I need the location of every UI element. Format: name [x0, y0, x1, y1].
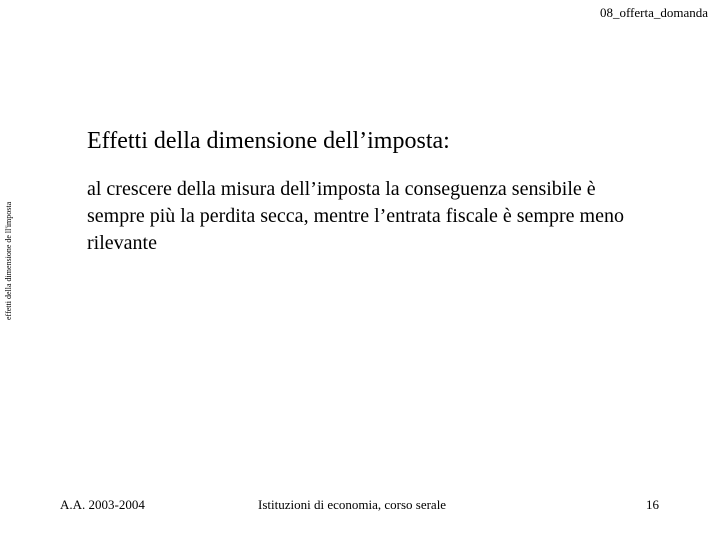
vertical-section-label: effetti della dimensione de ll'imposta — [4, 201, 13, 320]
slide-title: Effetti della dimensione dell’imposta: — [87, 128, 450, 154]
footer-course-name: Istituzioni di economia, corso serale — [258, 497, 447, 512]
header-filename: 08_offerta_domanda — [599, 5, 708, 20]
slide-body-text: al crescere della misura dell’imposta la conseguenza sensibile è sempre più la perdita secca, mentre l’entrata fiscale è sempre meno rilevante — [87, 178, 624, 254]
footer-academic-year: A.A. 2003-2004 — [60, 497, 145, 512]
footer-page-number: 16 — [646, 497, 659, 512]
